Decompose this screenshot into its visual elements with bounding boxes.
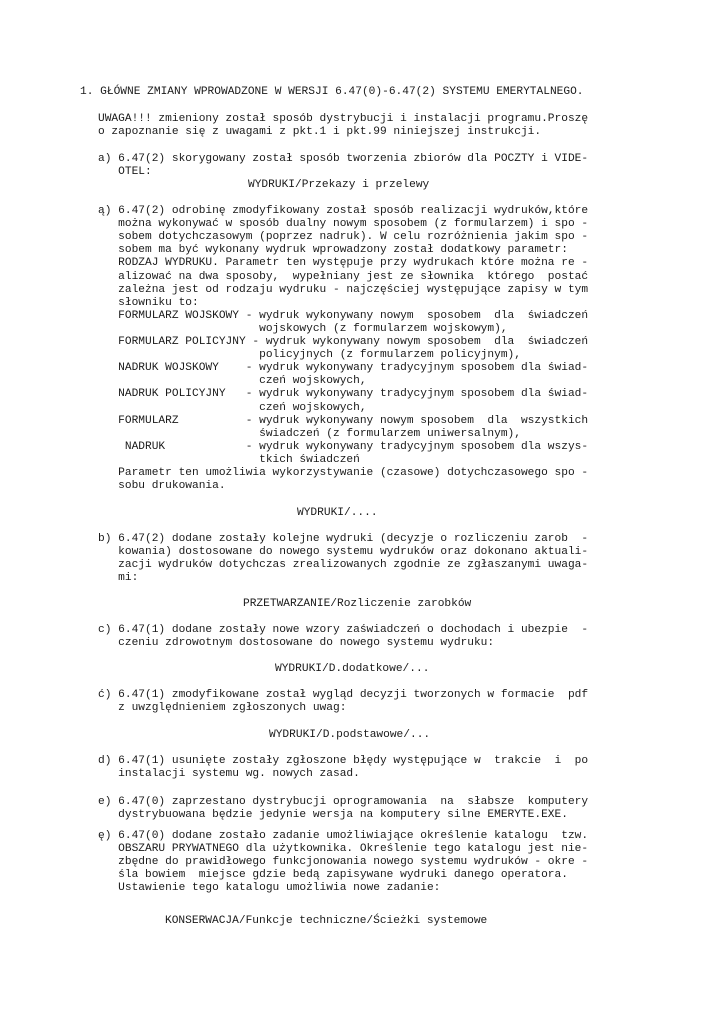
list-item-first-line: ę) 6.47(0) dodane zostało zadanie umożliwiające określenie katalogu tzw. — [98, 830, 589, 842]
list-item-line: OBSZARU PRYWATNEGO dla użytkownika. Określenie tego katalogu jest nie- — [98, 843, 589, 856]
menu-path: WYDRUKI/Przekazy i przelewy — [248, 179, 430, 191]
list-item-line: policyjnych (z formularzem policyjnym), — [98, 349, 521, 362]
menu-path: WYDRUKI/.... — [297, 507, 378, 519]
menu-path: WYDRUKI/D.podstawowe/... — [269, 729, 431, 741]
warning-line: o zapoznanie się z uwagami z pkt.1 i pkt.99 niniejszej instrukcji. — [98, 126, 542, 138]
list-item-line: słowniku to: — [98, 296, 199, 309]
list-item-line: sobem dotychczasowym (poprzez nadruk). W celu rozróżnienia jakim spo - — [98, 231, 589, 244]
list-item-line: NADRUK - wydruk wykonywany tradycyjnym sposobem dla wszys- — [98, 440, 589, 453]
list-item-line: wojskowych (z formularzem wojskowym), — [98, 322, 508, 335]
list-item-line: śla bowiem miejsce gdzie bedą zapisywane wydruki danego operatora. — [98, 869, 568, 882]
menu-path: WYDRUKI/D.dodatkowe/... — [275, 663, 430, 675]
list-item-line: instalacji systemu wg. nowych zasad. — [98, 768, 360, 781]
menu-path: PRZETWARZANIE/Rozliczenie zarobków — [243, 598, 472, 610]
list-item-line: sobu drukowania. — [98, 480, 226, 493]
list-item-line: czeniu zdrowotnym dostosowane do nowego systemu wydruku: — [98, 637, 495, 650]
list-item-first-line: b) 6.47(2) dodane zostały kolejne wydruki (decyzje o rozliczeniu zarob - — [98, 533, 589, 545]
list-item-line: OTEL: — [98, 166, 152, 179]
list-item-line: czeń wojskowych, — [98, 401, 367, 414]
menu-path: KONSERWACJA/Funkcje techniczne/Ścieżki systemowe — [165, 915, 488, 927]
list-item-line: czeń wojskowych, — [98, 375, 367, 388]
list-item-first-line: a) 6.47(2) skorygowany został sposób tworzenia zbiorów dla POCZTY i VIDE- — [98, 153, 589, 165]
list-item-line: z uwzględnieniem zgłoszonych uwag: — [98, 702, 347, 715]
list-item-line: RODZAJ WYDRUKU. Parametr ten występuje przy wydrukach które można re - — [98, 257, 589, 270]
list-item-line: mi: — [98, 572, 139, 585]
list-item-line: dystrybuowana będzie jedynie wersja na komputery silne EMERYTE.EXE. — [98, 809, 568, 822]
list-item-line: kowania) dostosowane do nowego systemu wydruków oraz dokonano aktuali- — [98, 546, 589, 559]
list-item-line: zacji wydruków dotychczas zrealizowanych zgodnie ze zgłaszanymi uwaga- — [98, 559, 589, 572]
list-item-first-line: ą) 6.47(2) odrobinę zmodyfikowany został sposób realizacji wydruków,które — [98, 205, 589, 217]
list-item-line: FORMULARZ - wydruk wykonywany nowym sposobem dla wszystkich — [98, 414, 589, 427]
list-item-first-line: ć) 6.47(1) zmodyfikowane został wygląd decyzji tworzonych w formacie pdf — [98, 689, 589, 701]
list-item-line: Ustawienie tego katalogu umożliwia nowe zadanie: — [98, 882, 441, 895]
list-item-line: można wykonywać w sposób dualny nowym sposobem (z formularzem) i spo - — [98, 218, 589, 231]
list-item-first-line: c) 6.47(1) dodane zostały nowe wzory zaświadczeń o dochodach i ubezpie - — [98, 624, 589, 636]
list-item-line: świadczeń (z formularzem uniwersalnym), — [98, 427, 521, 440]
list-item-line: NADRUK POLICYJNY - wydruk wykonywany tradycyjnym sposobem dla świad- — [98, 388, 589, 401]
list-item-line: alizować na dwa sposoby, wypełniany jest ze słownika którego postać — [98, 270, 589, 283]
list-item-line: zbędne do prawidłowego funkcjonowania nowego systemu wydruków - okre - — [98, 856, 589, 869]
list-item-line: sobem ma być wykonany wydruk wprowadzony został dodatkowy parametr: — [98, 244, 568, 257]
list-item-line: NADRUK WOJSKOWY - wydruk wykonywany tradycyjnym sposobem dla świad- — [98, 362, 589, 375]
list-item-line: Parametr ten umożliwia wykorzystywanie (czasowe) dotychczasowego spo - — [98, 467, 589, 479]
section-heading: 1. GŁÓWNE ZMIANY WPROWADZONE W WERSJI 6.47(0)-6.47(2) SYSTEMU EMERYTALNEGO. — [80, 86, 584, 98]
warning-line: UWAGA!!! zmieniony został sposób dystrybucji i instalacji programu.Proszę — [98, 113, 589, 125]
list-item-line: FORMULARZ WOJSKOWY - wydruk wykonywany nowym sposobem dla świadczeń — [98, 309, 589, 322]
list-item-line: zależna jest od rodzaju wydruku - najczęściej występujące zapisy w tym — [98, 283, 589, 296]
list-item-first-line: d) 6.47(1) usunięte zostały zgłoszone błędy występujące w trakcie i po — [98, 755, 589, 767]
list-item-first-line: e) 6.47(0) zaprzestano dystrybucji oprogramowania na słabsze komputery — [98, 796, 589, 808]
list-item-line: FORMULARZ POLICYJNY - wydruk wykonywany nowym sposobem dla świadczeń — [98, 336, 589, 348]
list-item-line: tkich świadczeń — [98, 453, 360, 466]
